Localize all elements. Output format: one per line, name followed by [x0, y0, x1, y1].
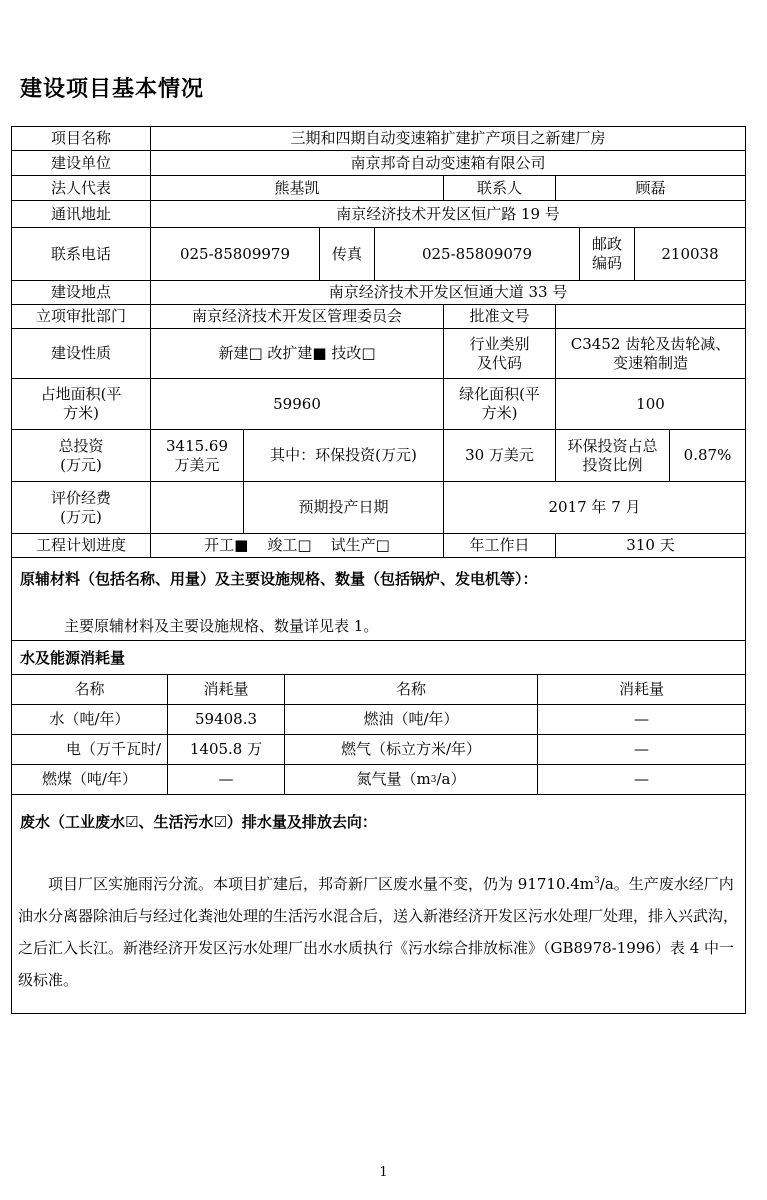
energy-row-3-amount-1: —: [168, 765, 285, 795]
fax-value: 025-85809079: [375, 228, 580, 281]
env-invest-value: 30 万美元: [444, 430, 556, 482]
total-invest-label: 总投资(万元): [12, 430, 151, 482]
site-label: 建设地点: [12, 281, 151, 305]
phone-label: 联系电话: [12, 228, 151, 281]
industry-value: C3452 齿轮及齿轮减、变速箱制造: [556, 329, 745, 379]
energy-row-3-amount-2: —: [538, 765, 745, 795]
nature-value: 新建□ 改扩建■ 技改□: [151, 329, 444, 379]
materials-text: 主要原辅材料及主要设施规格、数量详见表 1。: [64, 617, 379, 635]
energy-heading: 水及能源消耗量: [12, 641, 745, 675]
approval-dept-value: 南京经济技术开发区管理委员会: [151, 305, 444, 329]
postcode-label: 邮政编码: [580, 228, 635, 281]
legal-rep-value: 熊基凯: [151, 176, 444, 201]
energy-col-amount-2: 消耗量: [538, 675, 745, 705]
energy-row-1-name-2: 燃油（吨/年）: [285, 705, 538, 735]
wastewater-text: 项目厂区实施雨污分流。本项目扩建后，邦奇新厂区废水量不变，仍为 $91710.4m^3/a$。生产废水经厂内油水分离器除油后与经过化粪池处理的生活污水混合后，送入新港经济开发区污水处理厂处理，排入兴武沟，之后汇入长江。新港经济开发区污水处理厂出水水质执行《污水综合排放标准》（GB8978-1996）表 4 中一级标准。: [18, 875, 739, 989]
page-number: 1: [379, 1165, 388, 1180]
progress-label: 工程计划进度: [12, 534, 151, 558]
green-area-label: 绿化面积(平方米): [444, 379, 556, 430]
eval-fee-value: [151, 482, 244, 534]
energy-row-2-name-2: 燃气（标立方米/年）: [285, 735, 538, 765]
energy-row-1-amount-1: 59408.3: [168, 705, 285, 735]
energy-row-2-amount-1: 1405.8 万: [168, 735, 285, 765]
nature-label: 建设性质: [12, 329, 151, 379]
page-title: 建设项目基本情况: [20, 77, 205, 102]
energy-col-name-2: 名称: [285, 675, 538, 705]
industry-label: 行业类别及代码: [444, 329, 556, 379]
work-days-value: 310 天: [556, 534, 745, 558]
approval-no-value: [556, 305, 745, 329]
address-label: 通讯地址: [12, 201, 151, 228]
materials-heading: 原辅材料（包括名称、用量）及主要设施规格、数量（包括锅炉、发电机等）：: [20, 570, 538, 588]
wastewater-heading: 废水（工业废水☑、生活污水☑）排水量及排放去向：: [20, 812, 377, 831]
land-area-value: 59960: [151, 379, 444, 430]
energy-row-3-name-2: 氮气量（m 3 /a）: [285, 765, 538, 795]
env-invest-label: 其中：环保投资(万元): [244, 430, 444, 482]
land-area-label: 占地面积(平方米): [12, 379, 151, 430]
project-name-label: 项目名称: [12, 127, 151, 151]
legal-rep-label: 法人代表: [12, 176, 151, 201]
contact-value: 顾磊: [556, 176, 745, 201]
eval-fee-label: 评价经费(万元): [12, 482, 151, 534]
progress-value: 开工■ 竣工□ 试生产□: [151, 534, 444, 558]
energy-col-amount-1: 消耗量: [168, 675, 285, 705]
production-date-label: 预期投产日期: [244, 482, 444, 534]
production-date-value: 2017 年 7 月: [444, 482, 745, 534]
env-ratio-label: 环保投资占总投资比例: [556, 430, 670, 482]
approval-dept-label: 立项审批部门: [12, 305, 151, 329]
work-days-label: 年工作日: [444, 534, 556, 558]
approval-no-label: 批准文号: [444, 305, 556, 329]
address-value: 南京经济技术开发区恒广路 19 号: [151, 201, 745, 228]
builder-label: 建设单位: [12, 151, 151, 176]
site-value: 南京经济技术开发区恒通大道 33 号: [151, 281, 745, 305]
energy-row-2-amount-2: —: [538, 735, 745, 765]
postcode-value: 210038: [635, 228, 745, 281]
project-name-value: 三期和四期自动变速箱扩建扩产项目之新建厂房: [151, 127, 745, 151]
env-ratio-value: 0.87%: [670, 430, 745, 482]
total-invest-value: 3415.69万美元: [151, 430, 244, 482]
contact-label: 联系人: [444, 176, 556, 201]
energy-row-1-amount-2: —: [538, 705, 745, 735]
energy-col-name-1: 名称: [12, 675, 168, 705]
energy-row-2-name-1: 电（万千瓦时/: [12, 735, 168, 765]
energy-row-1-name-1: 水（吨/年）: [12, 705, 168, 735]
builder-value: 南京邦奇自动变速箱有限公司: [151, 151, 745, 176]
green-area-value: 100: [556, 379, 745, 430]
fax-label: 传真: [320, 228, 375, 281]
energy-row-3-name-1: 燃煤（吨/年）: [12, 765, 168, 795]
phone-value: 025-85809979: [151, 228, 320, 281]
project-info-table: [11, 126, 746, 1014]
